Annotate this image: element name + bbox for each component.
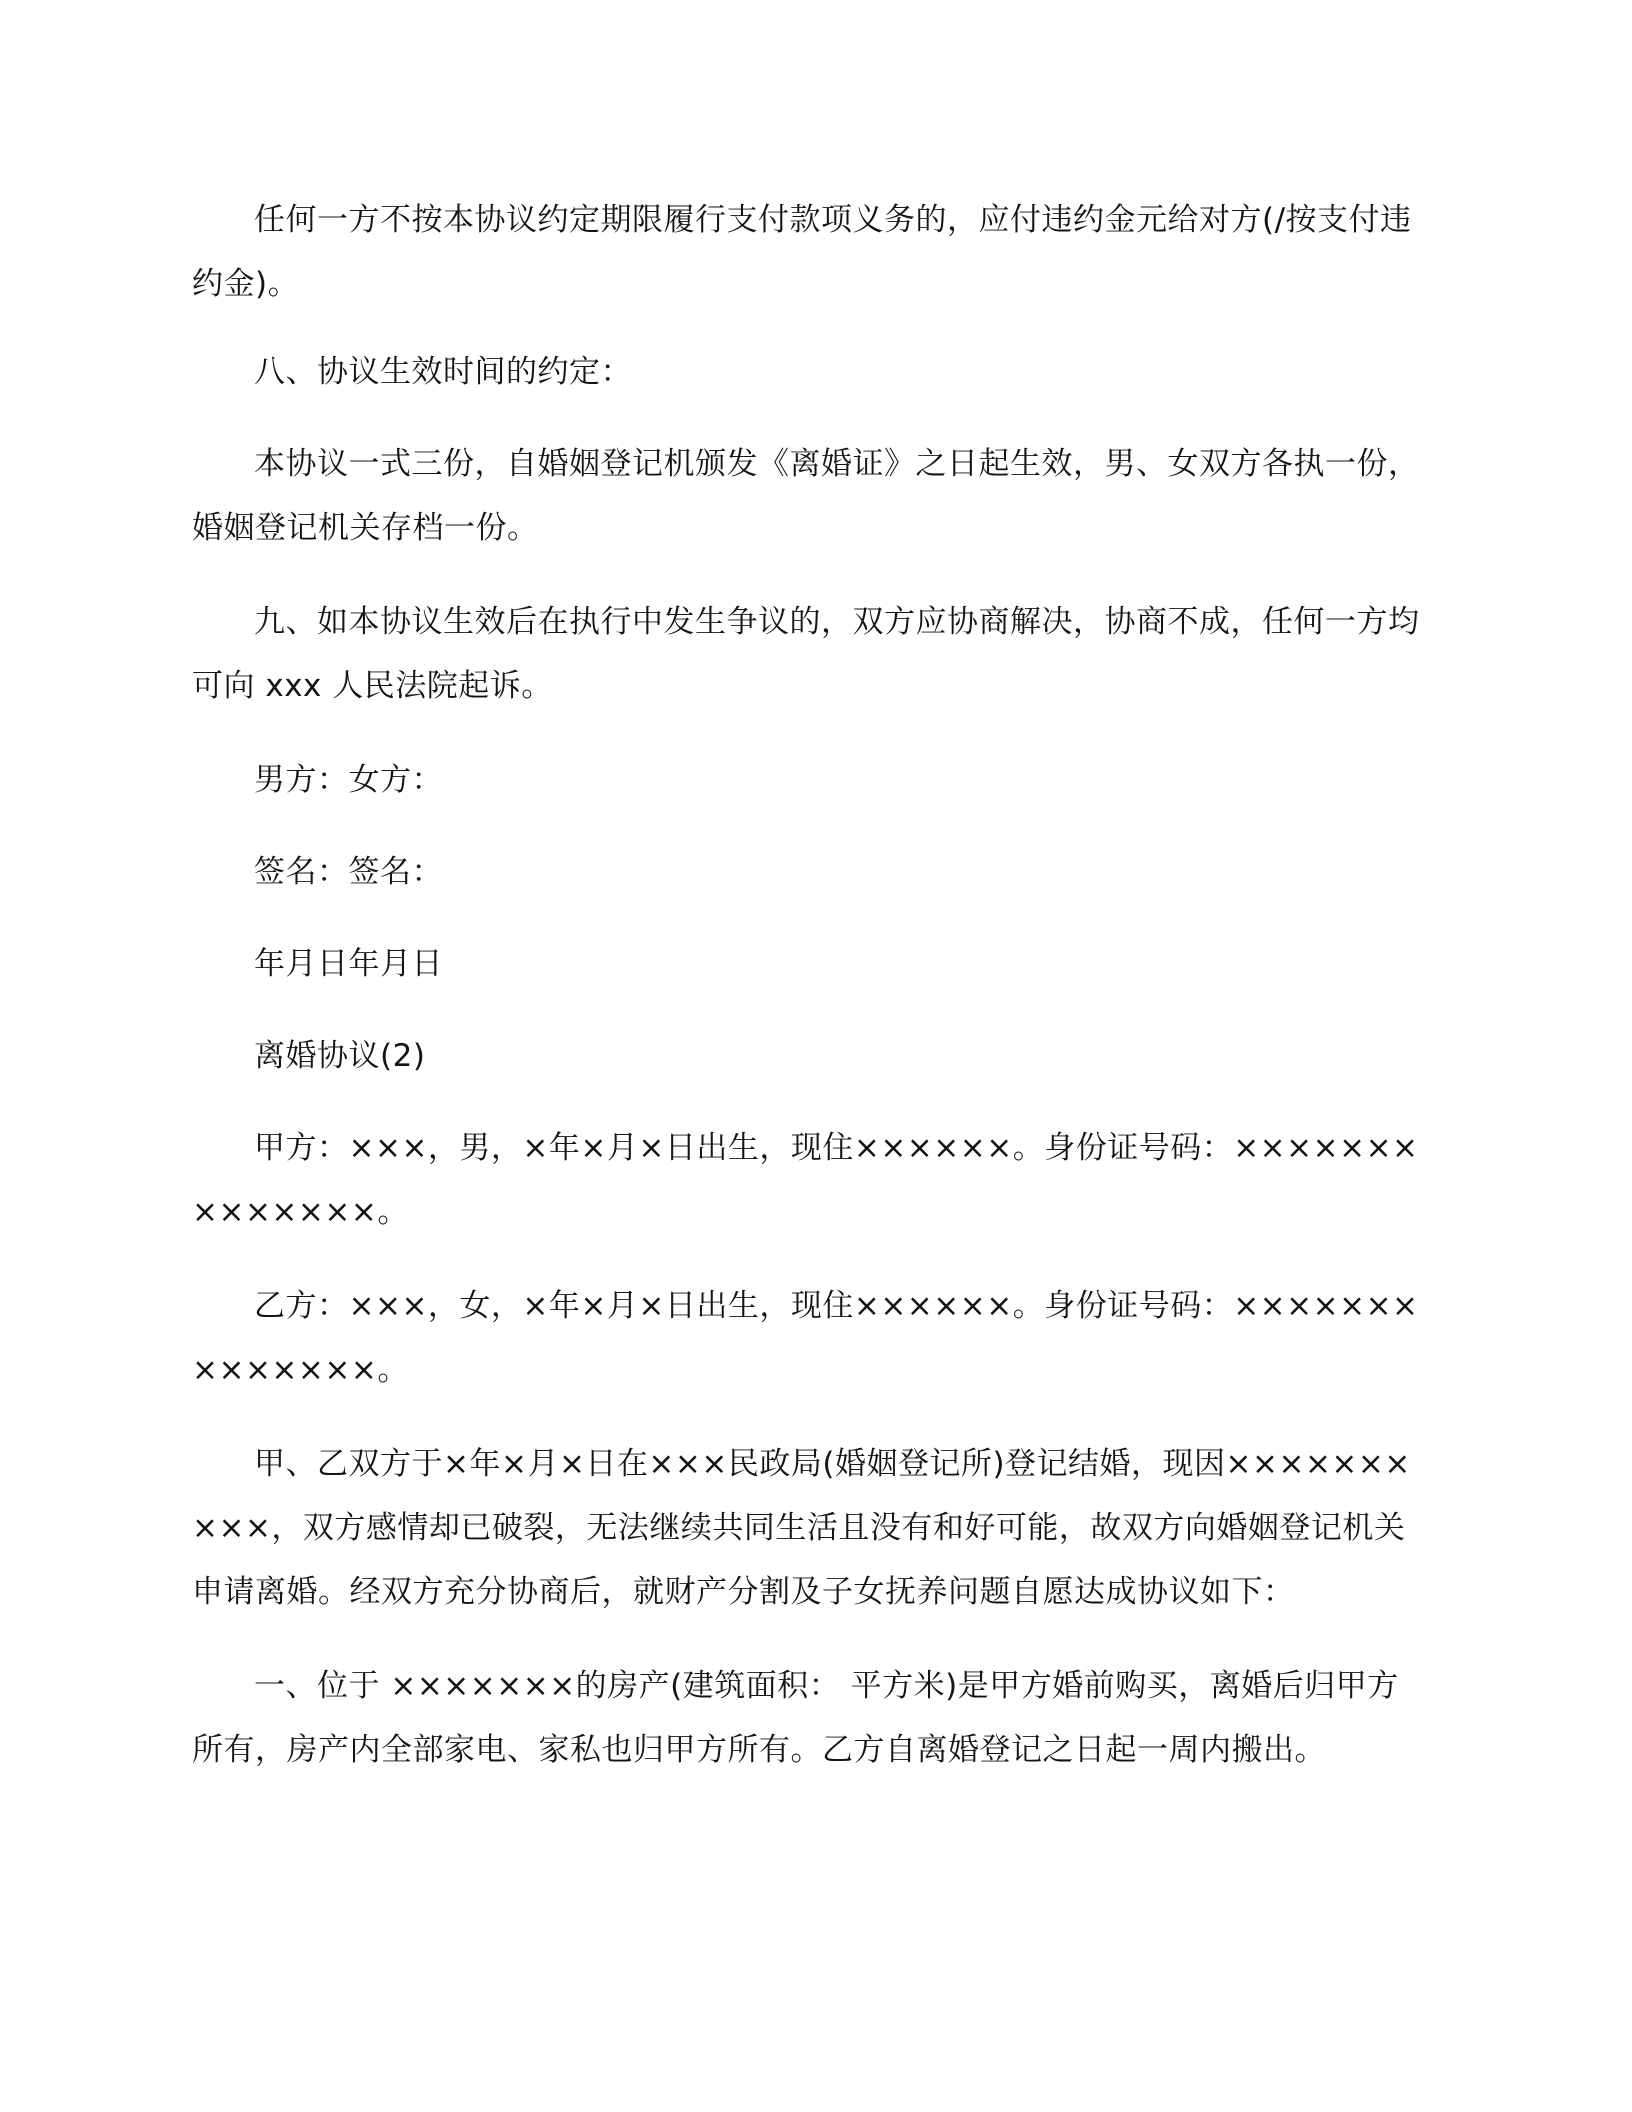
paragraph-penalty: 任何一方不按本协议约定期限履行支付款项义务的，应付违约金元给对方(/按支付违约金)。 xyxy=(192,202,1412,302)
paragraph-party-b: 乙方：×××，女，×年×月×日出生，现住××××××。身份证号码：××××××××××××××。 xyxy=(192,1288,1419,1388)
paragraph-party-a: 甲方：×××，男，×年×月×日出生，现住××××××。身份证号码：××××××××××××××。 xyxy=(192,1130,1419,1230)
paragraph-marriage-background: 甲、乙双方于×年×月×日在×××民政局(婚姻登记所)登记结婚，现因××××××××××，双方感情却已破裂，无法继续共同生活且没有和好可能，故双方向婚姻登记机关申请离婚。经双方充分协商后，就财产分割及子女抚养问题自愿达成协议如下： xyxy=(192,1446,1411,1610)
paragraph-property-clause-one: 一、位于 ×××××××的房产(建筑面积： 平方米)是甲方婚前购买，离婚后归甲方所有，房产内全部家电、家私也归甲方所有。乙方自离婚登记之日起一周内搬出。 xyxy=(192,1668,1399,1768)
paragraph-copies-effective: 本协议一式三份，自婚姻登记机颁发《离婚证》之日起生效，男、女双方各执一份，婚姻登记机关存档一份。 xyxy=(192,446,1420,546)
paragraph-section-nine-dispute: 九、如本协议生效后在执行中发生争议的，双方应协商解决，协商不成，任何一方均可向 xxx 人民法院起诉。 xyxy=(192,604,1420,704)
paragraph-agreement-two-title: 离婚协议(2) xyxy=(254,1038,426,1074)
paragraph-signature-label: 签名：签名： xyxy=(254,854,443,890)
paragraph-parties-label: 男方：女方： xyxy=(254,762,443,798)
paragraph-section-eight-heading: 八、协议生效时间的约定： xyxy=(254,354,632,390)
paragraph-date-label: 年月日年月日 xyxy=(254,946,443,982)
